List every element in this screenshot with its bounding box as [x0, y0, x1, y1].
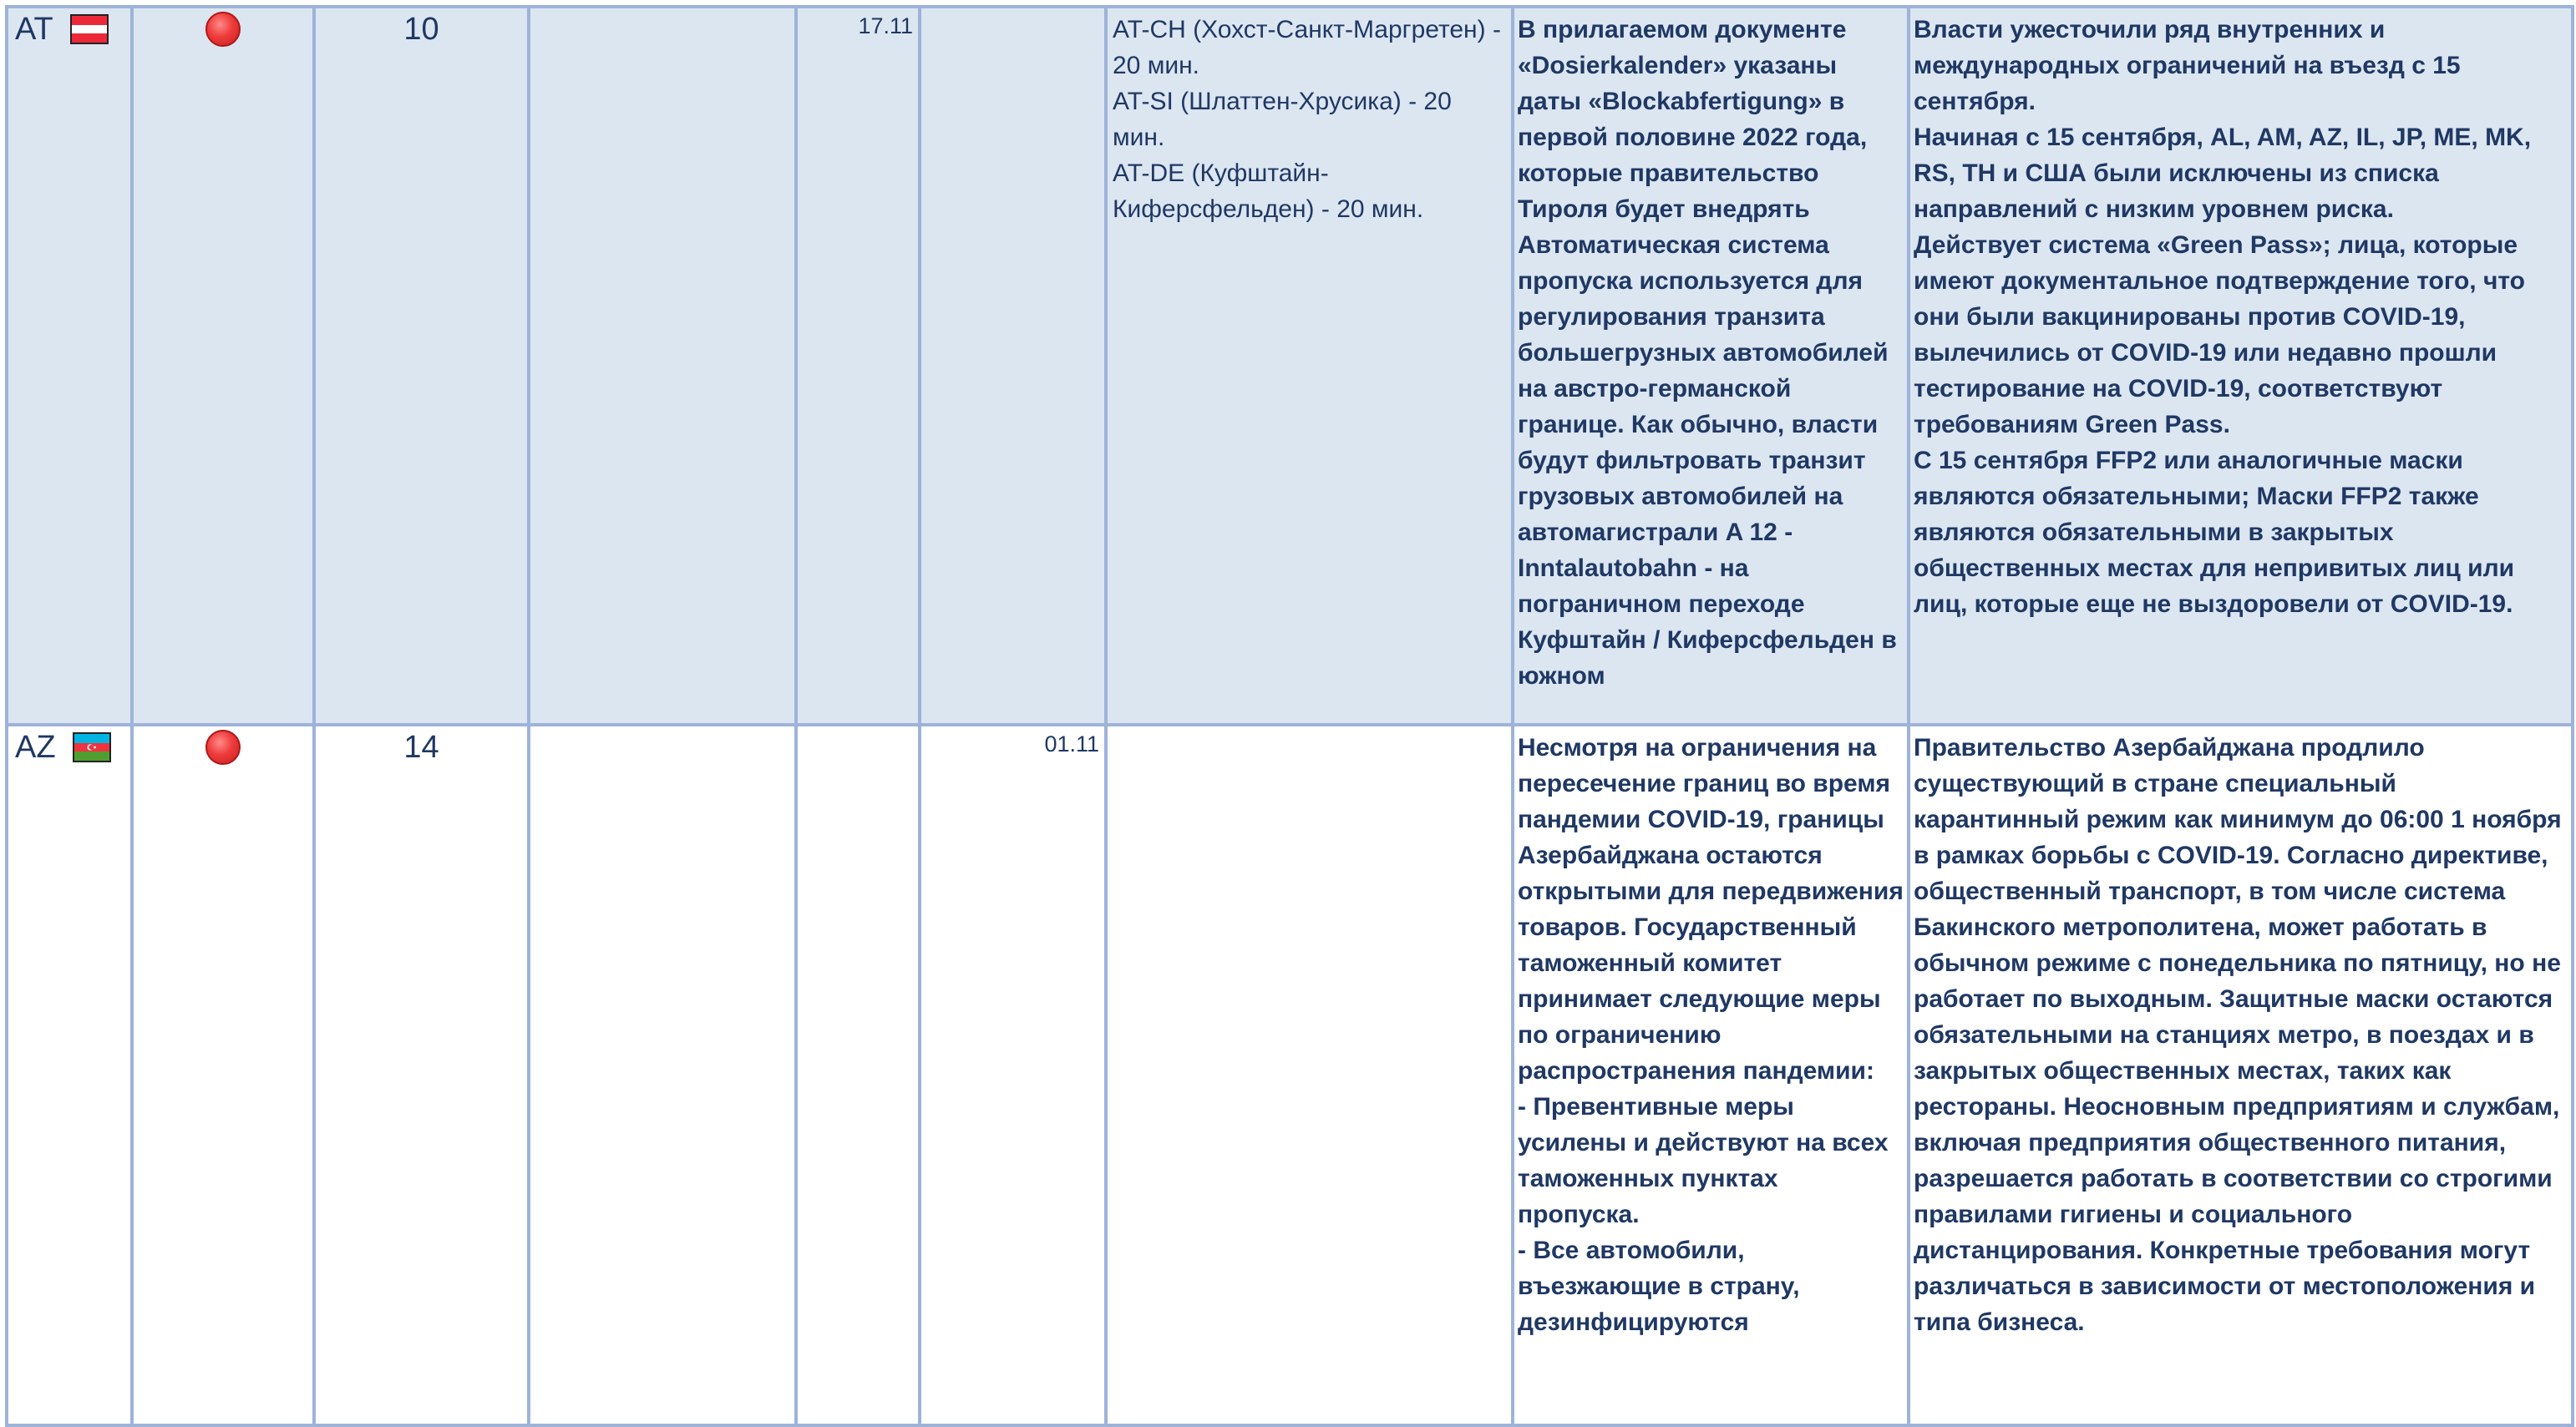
country-code: AZ [15, 730, 56, 765]
transit-info-text: В прилагаемом документе «Dosierkalender» указаны даты «Blockabfertigung» в первой половине 2022 года, которые правительство Тироля будет внедрять Автоматическая система пропуска используется для регулирования транзита большегрузных автомобилей на австро-германской границе. Как обычно, власти будут фильтровать транзит грузовых автомобилей на автомагистрали A 12 - Inntalautobahn - на пограничном переходе Куфштайн / Киферсфельден в южном [1518, 16, 1897, 690]
table-row-at [7, 7, 2573, 725]
wait-value: 10 [403, 12, 439, 47]
azerbaijan-flag-icon [73, 732, 111, 762]
status-cell[interactable] [132, 7, 314, 725]
status-cell[interactable] [132, 725, 314, 1425]
wait-value: 14 [403, 730, 439, 765]
wait-cell[interactable] [314, 725, 529, 1425]
date-b-value [921, 8, 1104, 13]
date-b-value: 01.11 [1044, 731, 1099, 757]
status-indicator-icon [205, 730, 241, 765]
crossings-text: AT-CH (Хохст-Санкт-Маргретен) - 20 мин. AT-SI (Шлаттен-Хрусика) - 20 мин. AT-DE (Куфштайн-Киферсфельден) - 20 мин. [1113, 16, 1501, 223]
restrictions-text: Правительство Азербайджана продлило существующий в стране специальный карантинный режим как минимум до 06:00 1 ноября в рамках борьбы с COVID-19. Согласно директиве, общественный транспорт, в том числе система Бакинского метрополитена, может работать в обычном режиме с понедельника по пятницу, но не работает по выходным. Защитные маски остаются обязательными на станциях метро, в поездах и в закрытых общественных местах, таких как рестораны. Неосновным предприятиям и службам, включая предприятия общественного питания, разрешается работать в соответствии со строгими правилами гигиены и социального дистанцирования. Конкретные требования могут различаться в зависимости от местоположения и типа бизнеса. [1914, 734, 2562, 1336]
austria-flag-icon [70, 14, 109, 44]
wait-cell[interactable] [314, 7, 529, 725]
date-a-cell[interactable] [796, 725, 920, 1425]
border-status-table [5, 5, 2574, 1427]
table-row-az [7, 725, 2573, 1425]
country-cell[interactable] [7, 7, 132, 725]
date-a-value [798, 726, 918, 731]
crossings-text [1108, 726, 1511, 730]
restrictions-text: Власти ужесточили ряд внутренних и международных ограничений на въезд с 15 сентября. Начиная с 15 сентября, AL, AM, AZ, IL, JP, ME, MK, RS, TH и США были исключены из списка направлений с низким уровнем риска. Действует система «Green Pass»; лица, которые имеют документальное подтверждение того, что они были вакцинированы против COVID-19, вылечились от COVID-19 или недавно прошли тестирование на COVID-19, соответствуют требованиям Green Pass. С 15 сентября FFP2 или аналогичные маски являются обязательными; Маски FFP2 также являются обязательными в закрытых общественных местах для непривитых лиц или лиц, которые еще не выздоровели от COVID-19. [1914, 16, 2532, 618]
empty-cell[interactable] [529, 725, 796, 1425]
date-b-cell[interactable] [920, 7, 1106, 725]
country-code: AT [15, 12, 53, 47]
transit-info-cell[interactable] [1513, 7, 1909, 725]
cell-text [530, 8, 794, 12]
crossings-cell[interactable] [1106, 725, 1513, 1425]
empty-cell[interactable] [529, 7, 796, 725]
crossings-cell[interactable] [1106, 7, 1513, 725]
transit-info-cell[interactable] [1513, 725, 1909, 1425]
status-indicator-icon [205, 12, 241, 47]
crescent-star-icon [74, 743, 109, 751]
date-a-value: 17.11 [858, 13, 913, 38]
transit-info-text: Несмотря на ограничения на пересечение границ во время пандемии COVID-19, границы Азербайджана остаются открытыми для передвижения товаров. Государственный таможенный комитет принимает следующие меры по ограничению распространения пандемии: - Превентивные меры усилены и действуют на всех таможенных пунктах пропуска. - Все автомобили, въезжающие в страну, дезинфицируются [1518, 734, 1904, 1336]
restrictions-cell[interactable] [1909, 7, 2573, 725]
date-a-cell[interactable] [796, 7, 920, 725]
date-b-cell[interactable] [920, 725, 1106, 1425]
country-cell[interactable] [7, 725, 132, 1425]
cell-text [530, 726, 794, 730]
restrictions-cell[interactable] [1909, 725, 2573, 1425]
